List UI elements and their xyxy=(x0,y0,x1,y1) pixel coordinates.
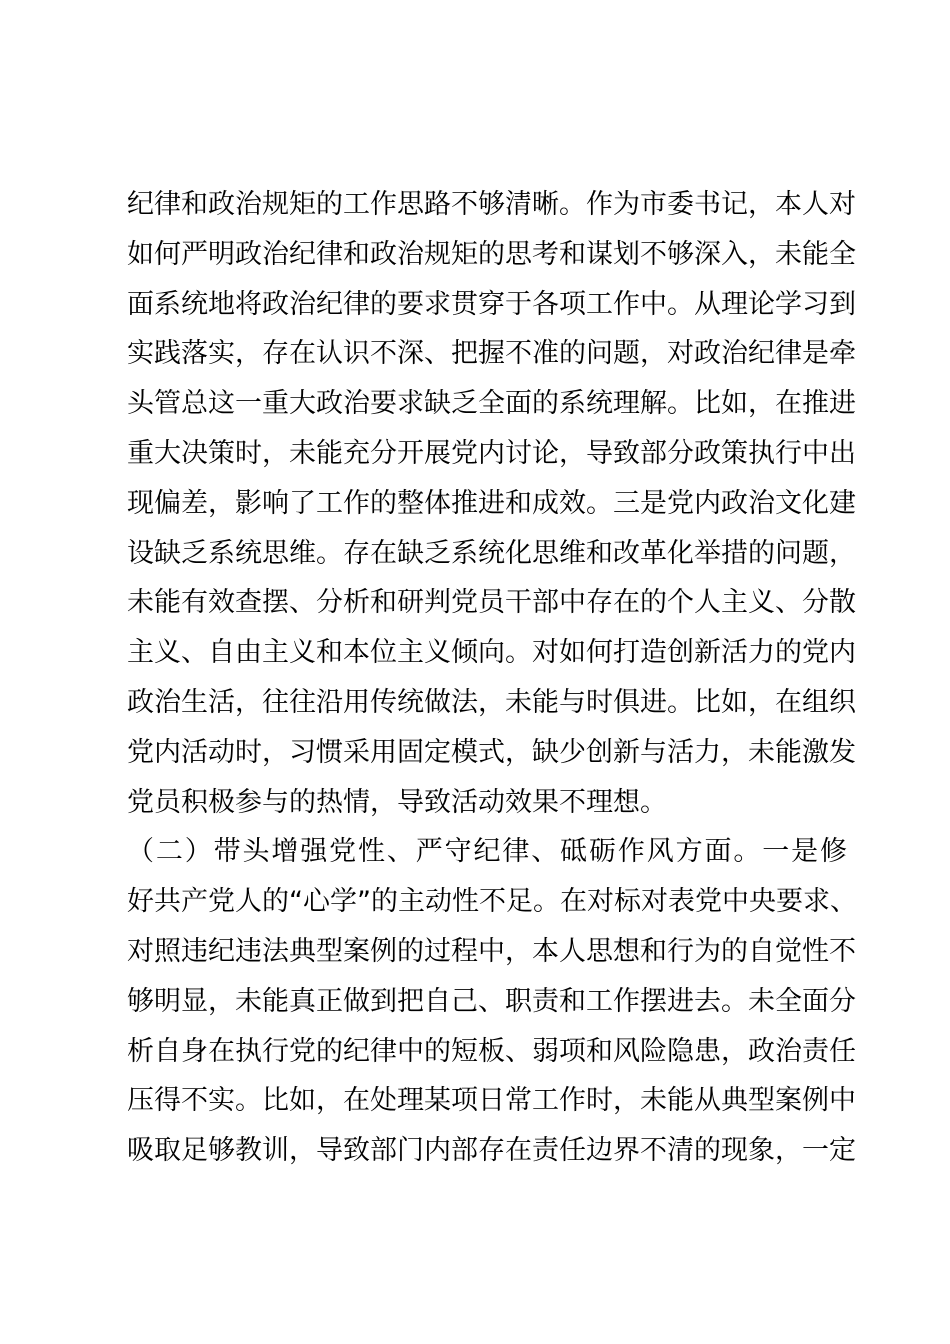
text-line: 吸取足够教训，导致部门内部存在责任边界不清的现象，一定 xyxy=(127,1135,856,1167)
text-line: 现偏差，影响了工作的整体推进和成效。三是党内政治文化建 xyxy=(127,487,856,519)
text-line: 未能有效查摆、分析和研判党员干部中存在的个人主义、分散 xyxy=(127,587,856,619)
text-line: 如何严明政治纪律和政治规矩的思考和谋划不够深入，未能全 xyxy=(127,238,856,270)
text-line: 面系统地将政治纪律的要求贯穿于各项工作中。从理论学习到 xyxy=(127,288,856,320)
text-line: 重大决策时，未能充分开展党内讨论，导致部分政策执行中出 xyxy=(127,437,856,469)
text-line: 设缺乏系统思维。存在缺乏系统化思维和改革化举措的问题， xyxy=(127,537,856,569)
text-line: 主义、自由主义和本位主义倾向。对如何打造创新活力的党内 xyxy=(127,637,856,669)
text-line: 够明显，未能真正做到把自己、职责和工作摆进去。未全面分 xyxy=(127,985,856,1017)
text-line: 好共产党人的“心学”的主动性不足。在对标对表党中央要求、 xyxy=(127,886,857,918)
text-line: 党内活动时，习惯采用固定模式，缺少创新与活力，未能激发 xyxy=(127,736,856,768)
paragraph-end-line: 党员积极参与的热情，导致活动效果不理想。 xyxy=(127,786,667,818)
text-line: 纪律和政治规矩的工作思路不够清晰。作为市委书记，本人对 xyxy=(127,189,856,220)
text-line: 头管总这一重大政治要求缺乏全面的系统理解。比如，在推进 xyxy=(127,388,856,420)
text-line: 政治生活，往往沿用传统做法，未能与时俱进。比如，在组织 xyxy=(127,686,856,718)
text-line: （二）带头增强党性、严守纪律、砥砺作风方面。一是修 xyxy=(127,836,847,868)
text-line: 对照违纪违法典型案例的过程中，本人思想和行为的自觉性不 xyxy=(127,935,856,967)
text-line: 析自身在执行党的纪律中的短板、弱项和风险隐患，政治责任 xyxy=(127,1035,856,1067)
text-line: 压得不实。比如，在处理某项日常工作时，未能从典型案例中 xyxy=(127,1085,856,1117)
text-line: 实践落实，存在认识不深、把握不准的问题，对政治纪律是牵 xyxy=(127,338,856,370)
document-body xyxy=(127,180,857,1176)
